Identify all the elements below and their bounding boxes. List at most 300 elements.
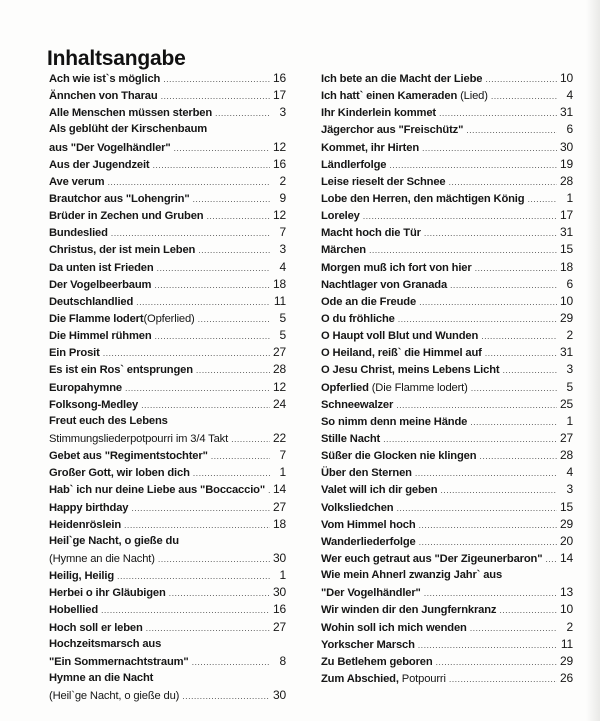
page-number: 3 [279,242,286,257]
entry-title-bold: Herbei o ihr Gläubigen [49,587,166,600]
entry-title-bold: Schneewalzer [321,398,394,411]
page-number: 12 [272,379,286,394]
entry-title-bold: Wie mein Ahnerl zwanzig Jahr` aus [321,569,503,582]
entry-title-bold: O Heiland, reiß` die Himmel auf [321,347,482,360]
toc-entry [49,396,286,413]
entry-title-bold: Zu Betlehem geboren [321,655,433,668]
page-number: 16 [272,156,286,171]
entry-title-bold: Bundeslied [49,227,108,240]
toc-entry [49,516,286,533]
entry-title-bold: Ave verum [49,175,105,188]
entry-title [49,345,100,362]
entry-title-bold: Brautchor aus "Lohengrin" [49,192,190,205]
page-number: 17 [559,208,573,223]
toc-entry [321,190,573,207]
dot-leader [157,260,270,277]
entry-title-normal: (Lied) [457,90,488,103]
dot-leader [470,620,557,637]
entry-title [321,345,482,362]
entry-title [321,157,386,174]
page-number: 5 [279,310,286,325]
entry-title-bold: Ich hatt` einen Kameraden [321,90,458,103]
toc-entry [321,481,573,498]
toc-entry [321,70,573,87]
dot-leader [419,534,557,551]
entry-title [49,568,114,585]
entry-title-bold: O du fröhliche [321,312,395,325]
entry-title [49,140,171,157]
entry-title-bold: Leise rieselt der Schnee [321,175,446,188]
toc-entry [49,259,286,276]
entry-title [321,88,488,105]
entry-title [49,380,122,397]
entry-title-bold: Brüder in Zechen und Gruben [49,210,204,223]
toc-entry [49,104,286,121]
entry-title-bold: Morgen muß ich fort von hier [321,261,472,274]
toc-entry [49,687,286,704]
toc-entry [321,327,573,344]
entry-title [49,670,153,687]
page-number: 1 [279,568,286,583]
page-number: 3 [279,105,286,120]
dot-leader [383,431,557,448]
dot-leader [146,620,270,637]
dot-leader [398,311,557,328]
toc-entry [49,619,286,636]
dot-leader [363,208,557,225]
page-number: 4 [566,465,573,480]
entry-title [49,602,98,619]
entry-title [49,328,152,345]
dot-leader [470,414,557,431]
dot-leader [141,397,270,414]
toc-entry [321,396,573,413]
toc-entry [321,550,573,567]
toc-entry [49,207,286,224]
toc-entry [321,156,573,173]
entry-title-bold: Ich bete an die Macht der Liebe [321,73,483,85]
entry-title-bold: Es ist ein Ros` entsprungen [49,364,193,377]
dot-leader [103,345,270,362]
entry-title [321,517,416,534]
entry-title-bold: "Ein Sommernachtstraum" [49,655,189,668]
toc-entry [49,481,286,498]
toc-entry [321,379,573,396]
entry-title-bold: Christus, der ist mein Leben [49,244,196,257]
dot-leader [125,380,270,397]
entry-title-bold: Hab` ich nur deine Liebe aus "Boccaccio" [49,484,265,497]
dot-leader [415,465,557,482]
entry-title-bold: Jägerchor aus "Freischütz" [321,124,464,137]
entry-title [49,397,138,414]
entry-title [49,413,168,430]
entry-title [321,362,499,379]
toc-entry [321,87,573,104]
dot-leader [449,174,558,191]
entry-title-bold: Ännchen von Tharau [49,90,158,103]
entry-title-bold: Yorkscher Marsch [321,638,415,651]
dot-leader [475,260,557,277]
dot-leader [419,294,557,311]
entry-title-bold: Über den Sternen [321,467,412,480]
page-number: 10 [559,293,573,308]
dot-leader [155,328,270,345]
dot-leader [182,688,270,705]
page-number: 11 [560,636,573,651]
dot-leader [485,71,557,88]
entry-title-bold: Wer euch getraut aus "Der Zigeunerbaron" [321,552,543,565]
entry-title [49,688,179,705]
entry-title-bold: Deutschlandlied [49,295,134,308]
dot-leader [193,191,271,208]
page-edge-shadow [586,0,600,721]
page-number: 20 [559,533,573,548]
dot-leader [101,602,270,619]
page-number: 7 [279,225,286,240]
toc-entry [321,259,573,276]
entry-title-bold: Volksliedchen [321,501,394,514]
dot-leader [163,71,270,88]
toc-entry [49,636,286,653]
entry-title-bold: O Haupt voll Blut und Wunden [321,330,479,343]
entry-title-bold: Europahymne [49,381,122,394]
dot-leader [424,225,557,242]
entry-title-bold: Happy birthday [49,501,129,514]
entry-title [49,225,108,242]
toc-entry [49,276,286,293]
entry-title-bold: So nimm denn meine Hände [321,415,468,428]
toc-column-left [49,70,286,704]
dot-leader [231,431,270,448]
toc-entry [49,121,286,138]
page-number: 5 [566,379,573,394]
dot-leader [215,105,270,122]
dot-leader [479,448,557,465]
dot-leader [131,500,270,517]
entry-title-normal: (Hymne an die Nacht) [49,552,155,565]
entry-title-bold: Zum Abschied, [321,672,399,685]
dot-leader [117,568,270,585]
page-number: 27 [559,430,573,445]
entry-title [321,431,380,448]
dot-leader [174,140,271,157]
entry-title-bold: Ach wie ist`s möglich [49,73,161,85]
page-number: 24 [272,396,286,411]
entry-title-bold: Die Himmel rühmen [49,330,152,343]
entry-title [321,311,395,328]
dot-leader [396,397,557,414]
entry-title [321,551,542,568]
toc-entry [49,413,286,430]
dot-leader [440,482,557,499]
toc-entry [321,276,573,293]
toc-entry [49,361,286,378]
dot-leader [471,380,557,397]
entry-title-bold: Gebet aus "Regimentstochter" [49,450,208,463]
dot-leader [153,157,271,174]
entry-title-normal: Stimmungsliederpotpourri im 3/4 Takt [49,432,229,445]
toc-entry [49,190,286,207]
page-number: 6 [566,276,573,291]
dot-leader [161,88,270,105]
page-number: 25 [559,396,573,411]
entry-title [321,122,463,139]
page-number: 8 [279,653,286,668]
entry-title [49,277,151,294]
entry-title [49,208,203,225]
entry-title-normal: (Opferlied) [143,312,195,325]
entry-title [49,191,190,208]
entry-title-bold: Wanderliederfolge [321,535,416,548]
entry-title [49,362,193,379]
page-number: 18 [559,259,573,274]
dot-leader [369,242,557,259]
entry-title-bold: Nachtlager von Granada [321,278,448,291]
entry-title [49,71,160,88]
toc-entry [49,430,286,447]
toc-entry [321,601,573,618]
toc-entry [321,173,573,190]
dot-leader [491,88,557,105]
toc-entry [49,584,286,601]
entry-title [321,637,415,654]
page-number: 30 [559,139,573,154]
entry-title [49,551,155,568]
toc-entry [321,310,573,327]
toc-entry [49,293,286,310]
toc-entry [321,619,573,636]
dot-leader [169,585,270,602]
entry-title [321,602,496,619]
page-number: 4 [566,88,573,103]
entry-title [321,225,421,242]
dot-leader [124,517,270,534]
page-number: 12 [272,139,286,154]
page-number: 1 [566,190,573,205]
entry-title [49,294,133,311]
entry-title [49,585,166,602]
entry-title [49,105,212,122]
toc-entry [321,567,573,584]
dot-leader [158,551,270,568]
page-number: 13 [559,585,573,600]
entry-title [321,242,366,259]
dot-leader [449,671,557,688]
dot-leader [111,225,270,242]
entry-title-bold: Freut euch des Lebens [49,414,168,427]
entry-title-bold: Die Flamme lodert [49,312,144,325]
page-number: 31 [559,225,573,240]
entry-title-bold: Stille Nacht [321,432,381,445]
entry-title-bold: Hochzeitsmarsch aus [49,637,162,650]
dot-leader [154,277,270,294]
dot-leader [439,105,557,122]
dot-leader [436,654,557,671]
entry-title-bold: Heidenröslein [49,518,122,531]
page-number: 22 [272,430,286,445]
entry-title-bold: Lobe den Herren, den mächtigen König [321,192,525,205]
entry-title [321,208,360,225]
dot-leader [419,517,557,534]
entry-title [321,534,416,551]
entry-title [49,465,190,482]
dot-leader [396,500,557,517]
entry-title-bold: Als geblüht der Kirschenbaum [49,123,208,136]
entry-title-bold: Wohin soll ich mich wenden [321,621,467,634]
toc-column-right [321,70,573,687]
page-number: 16 [272,71,286,85]
entry-title [321,294,416,311]
page-number: 28 [559,173,573,188]
entry-title-bold: Ländlerfolge [321,158,387,171]
dot-leader [502,362,557,379]
toc-entry [49,670,286,687]
entry-title-normal: (Die Flamme lodert) [368,381,468,394]
entry-title-normal: Potpourri [398,672,446,685]
entry-title [49,654,189,671]
entry-title-bold: Märchen [321,244,366,257]
toc-entry [321,636,573,653]
page-number: 16 [272,602,286,617]
entry-title-bold: Vom Himmel hoch [321,518,416,531]
toc-entry [321,121,573,138]
toc-entry [49,310,286,327]
toc-entry [49,464,286,481]
page-number: 29 [559,516,573,531]
entry-title-bold: Großer Gott, wir loben dich [49,467,190,480]
entry-title [49,482,265,499]
entry-title-bold: Heil`ge Nacht, o gieße du [49,534,179,547]
toc-entry [49,70,286,87]
dot-leader [192,654,270,671]
toc-entry [49,447,286,464]
page-number: 30 [272,688,286,703]
toc-entry [321,499,573,516]
toc-entry [321,293,573,310]
entry-title [49,533,179,550]
entry-title-bold: O Jesu Christ, meins Lebens Licht [321,364,500,377]
entry-title [321,465,412,482]
entry-title [49,620,143,637]
page-number: 1 [566,413,573,428]
entry-title [321,671,446,688]
dot-leader [466,122,557,139]
dot-leader [196,362,270,379]
toc-entry [321,670,573,687]
page-number: 12 [272,208,286,223]
page-number: 14 [272,482,286,497]
toc-entry [321,361,573,378]
page-number: 30 [272,585,286,600]
page-number: 3 [566,482,573,497]
page-number: 31 [559,345,573,360]
toc-entry [49,224,286,241]
toc-entry [321,207,573,224]
page-number: 29 [559,653,573,668]
toc-entry [49,653,286,670]
entry-title-bold: Kommet, ihr Hirten [321,141,419,154]
entry-title-bold: Macht hoch die Tür [321,227,421,240]
page-number: 30 [272,550,286,565]
toc-entry [321,584,573,601]
entry-title [49,636,161,653]
page-number: 17 [272,88,286,103]
toc-entry [49,344,286,361]
entry-title [321,105,436,122]
page-number: 6 [566,122,573,137]
toc-entry [49,241,286,258]
dot-leader [211,448,270,465]
page-number: 18 [272,516,286,531]
entry-title [321,380,468,397]
entry-title [49,88,158,105]
entry-title [49,260,154,277]
toc-entry [321,104,573,121]
entry-title-bold: Hymne an die Nacht [49,671,154,684]
dot-leader [198,311,270,328]
entry-title-bold: Ihr Kinderlein kommet [321,107,436,120]
toc-entry [321,653,573,670]
entry-title [49,174,104,191]
dot-leader [136,294,270,311]
dot-leader [418,637,557,654]
page-number: 7 [279,448,286,463]
toc-entry [49,327,286,344]
entry-title [49,242,195,259]
dot-leader [485,345,557,362]
entry-title-bold: Ode an die Freude [321,295,417,308]
entry-title [49,448,208,465]
page-number: 28 [272,362,286,377]
page-number: 27 [272,345,286,360]
toc-entry [49,379,286,396]
dot-leader [193,465,270,482]
toc-entry [49,87,286,104]
entry-title [321,174,446,191]
page-number: 4 [279,259,286,274]
toc-entry [49,601,286,618]
toc-entry [321,344,573,361]
dot-leader [268,482,270,499]
entry-title [49,311,195,328]
entry-title-bold: Opferlied [321,381,369,394]
page-number: 14 [559,550,573,565]
entry-title-bold: Süßer die Glocken nie klingen [321,450,477,463]
toc-entry [321,413,573,430]
page-number: 31 [559,105,573,120]
toc-entry [49,499,286,516]
entry-title-bold: Heilig, Heilig [49,570,115,583]
page-number: 18 [272,276,286,291]
page-number: 27 [272,619,286,634]
dot-leader [481,328,557,345]
page-number: 10 [559,71,573,85]
page-number: 26 [559,670,573,685]
toc-entry [321,533,573,550]
toc-entry [321,516,573,533]
entry-title [321,140,419,157]
page-number: 15 [559,499,573,514]
entry-title [49,121,207,138]
entry-title [321,500,393,517]
toc-entry [321,224,573,241]
toc-entry [321,464,573,481]
toc-entry [49,567,286,584]
dot-leader [499,602,557,619]
toc-entry [321,139,573,156]
entry-title-normal: (Heil`ge Nacht, o gieße du) [49,690,180,703]
page-number: 27 [272,499,286,514]
